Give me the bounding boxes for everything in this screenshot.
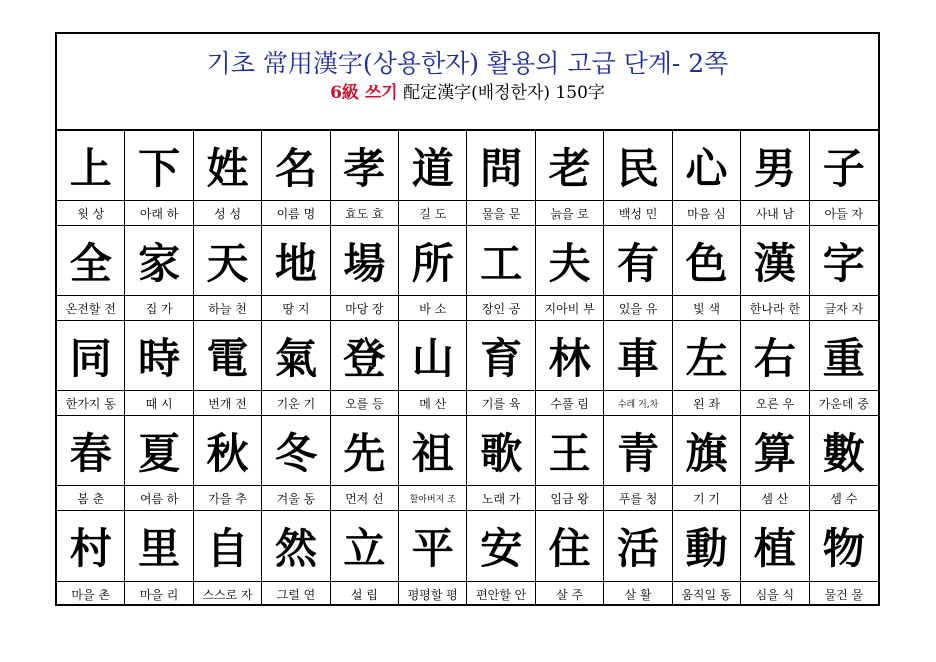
hanja-card <box>741 131 809 226</box>
hanja-card <box>262 511 330 606</box>
hanja-meaning: 기를 육 <box>481 396 521 411</box>
hanja-meaning: 마당 장 <box>345 301 384 316</box>
hanja-meaning: 메 산 <box>419 396 447 411</box>
hanja-card <box>331 416 399 511</box>
hanja-card <box>399 321 467 416</box>
hanja-meaning: 글자 자 <box>824 301 864 316</box>
hanja-card <box>467 131 535 226</box>
hanja-card <box>125 511 193 606</box>
hanja-card <box>604 226 672 321</box>
hanja-meaning: 땅 지 <box>282 301 310 316</box>
hanja-character: 里 <box>125 511 192 582</box>
header <box>57 34 878 131</box>
hanja-card <box>604 321 672 416</box>
hanja-card <box>741 226 809 321</box>
hanja-meaning: 셈 수 <box>830 491 858 506</box>
hanja-meaning: 수레 거,차 <box>617 399 659 410</box>
hanja-character: 重 <box>810 321 878 391</box>
hanja-character: 氣 <box>262 321 329 391</box>
hanja-card <box>467 226 535 321</box>
hanja-grid <box>57 131 878 606</box>
hanja-card <box>125 131 193 226</box>
hanja-meaning: 스스로 자 <box>202 587 253 602</box>
hanja-meaning: 성 성 <box>214 206 242 221</box>
hanja-meaning: 온전할 전 <box>65 301 116 316</box>
hanja-card <box>331 226 399 321</box>
hanja-character: 秋 <box>194 416 261 486</box>
hanja-character: 所 <box>399 226 466 296</box>
hanja-character: 青 <box>604 416 671 486</box>
hanja-card <box>536 226 604 321</box>
hanja-meaning: 노래 가 <box>481 491 521 506</box>
hanja-meaning: 윗 상 <box>77 206 105 221</box>
hanja-meaning: 하늘 천 <box>208 301 247 316</box>
hanja-card <box>399 131 467 226</box>
subtitle-level: 6級 쓰기 <box>330 83 398 103</box>
hanja-card <box>399 416 467 511</box>
worksheet <box>55 32 880 606</box>
hanja-meaning: 기 기 <box>692 491 720 506</box>
hanja-character: 色 <box>673 226 740 296</box>
hanja-meaning: 백성 민 <box>618 206 658 221</box>
hanja-character: 安 <box>467 511 534 582</box>
hanja-meaning: 마을 촌 <box>71 587 110 602</box>
hanja-card <box>810 416 878 511</box>
hanja-meaning: 살 활 <box>624 587 652 602</box>
hanja-meaning: 때 시 <box>145 396 173 411</box>
hanja-card <box>331 511 399 606</box>
hanja-card <box>741 511 809 606</box>
hanja-card <box>673 416 741 511</box>
hanja-character: 左 <box>673 321 740 391</box>
hanja-meaning: 마을 리 <box>139 587 179 602</box>
hanja-meaning: 장인 공 <box>481 301 521 316</box>
hanja-meaning: 한나라 한 <box>749 301 800 316</box>
hanja-character: 民 <box>604 131 671 201</box>
hanja-meaning: 효도 효 <box>345 206 384 221</box>
hanja-meaning: 오를 등 <box>345 396 384 411</box>
page-title: 기초 常用漢字(상용한자) 활용의 고급 단계- 2쪽 <box>206 49 729 78</box>
hanja-character: 車 <box>604 321 671 391</box>
hanja-meaning: 설 립 <box>350 587 378 602</box>
hanja-card <box>125 226 193 321</box>
hanja-character: 工 <box>467 226 534 296</box>
hanja-character: 有 <box>604 226 671 296</box>
hanja-character: 子 <box>810 131 878 201</box>
hanja-card <box>194 131 262 226</box>
hanja-character: 家 <box>125 226 192 296</box>
hanja-meaning: 기운 기 <box>276 396 316 411</box>
hanja-meaning: 번개 전 <box>208 396 247 411</box>
hanja-card <box>604 416 672 511</box>
hanja-card <box>810 131 878 226</box>
hanja-character: 植 <box>741 511 808 582</box>
hanja-character: 動 <box>673 511 740 582</box>
hanja-meaning: 지아비 부 <box>544 301 595 316</box>
hanja-character: 自 <box>194 511 261 582</box>
hanja-card <box>536 511 604 606</box>
hanja-character: 時 <box>125 321 192 391</box>
hanja-character: 同 <box>57 321 124 391</box>
hanja-card <box>57 416 125 511</box>
hanja-meaning: 임금 왕 <box>550 491 589 506</box>
hanja-card <box>194 416 262 511</box>
hanja-character: 住 <box>536 511 603 582</box>
hanja-card <box>467 321 535 416</box>
hanja-character: 育 <box>467 321 534 391</box>
hanja-card <box>262 416 330 511</box>
subtitle-description: 配定漢字(배정한자) 150字 <box>403 83 605 103</box>
hanja-card <box>467 416 535 511</box>
hanja-meaning: 왼 좌 <box>692 396 720 411</box>
hanja-character: 名 <box>262 131 329 201</box>
hanja-character: 林 <box>536 321 603 391</box>
hanja-card <box>536 416 604 511</box>
hanja-meaning: 빛 색 <box>692 301 720 316</box>
hanja-meaning: 여름 하 <box>139 491 179 506</box>
hanja-meaning: 그럴 연 <box>276 587 316 602</box>
hanja-meaning: 있을 유 <box>618 301 658 316</box>
hanja-card <box>536 131 604 226</box>
hanja-card <box>673 321 741 416</box>
hanja-card <box>810 511 878 606</box>
hanja-character: 孝 <box>331 131 398 201</box>
hanja-character: 道 <box>399 131 466 201</box>
hanja-meaning: 할아버지 조 <box>409 494 456 505</box>
hanja-meaning: 한가지 동 <box>65 396 116 411</box>
hanja-meaning: 물을 문 <box>481 206 521 221</box>
hanja-card <box>57 226 125 321</box>
hanja-meaning: 먼저 선 <box>345 491 384 506</box>
hanja-meaning: 바 소 <box>419 301 447 316</box>
hanja-meaning: 오른 우 <box>755 396 795 411</box>
hanja-meaning: 푸를 청 <box>618 491 658 506</box>
hanja-card <box>467 511 535 606</box>
hanja-character: 天 <box>194 226 261 296</box>
hanja-card <box>399 226 467 321</box>
hanja-character: 漢 <box>741 226 808 296</box>
hanja-card <box>194 226 262 321</box>
hanja-card <box>741 416 809 511</box>
hanja-card <box>262 226 330 321</box>
hanja-card <box>262 321 330 416</box>
hanja-character: 男 <box>741 131 808 201</box>
hanja-meaning: 셈 산 <box>761 491 789 506</box>
hanja-card <box>673 131 741 226</box>
hanja-character: 然 <box>262 511 329 582</box>
hanja-character: 電 <box>194 321 261 391</box>
hanja-character: 算 <box>741 416 808 486</box>
hanja-card <box>194 321 262 416</box>
hanja-character: 活 <box>604 511 671 582</box>
hanja-character: 先 <box>331 416 398 486</box>
hanja-meaning: 길 도 <box>419 206 447 221</box>
hanja-character: 旗 <box>673 416 740 486</box>
hanja-meaning: 심을 식 <box>755 587 795 602</box>
hanja-card <box>741 321 809 416</box>
hanja-card <box>125 321 193 416</box>
hanja-meaning: 아래 하 <box>139 206 179 221</box>
hanja-card <box>604 131 672 226</box>
hanja-card <box>331 131 399 226</box>
hanja-meaning: 집 가 <box>145 301 173 316</box>
hanja-card <box>673 511 741 606</box>
hanja-character: 字 <box>810 226 878 296</box>
hanja-meaning: 가운데 중 <box>818 396 869 411</box>
hanja-character: 平 <box>399 511 466 582</box>
hanja-card <box>810 226 878 321</box>
hanja-character: 春 <box>57 416 124 486</box>
hanja-card <box>604 511 672 606</box>
hanja-character: 冬 <box>262 416 329 486</box>
hanja-character: 登 <box>331 321 398 391</box>
hanja-character: 老 <box>536 131 603 201</box>
hanja-card <box>331 321 399 416</box>
hanja-character: 歌 <box>467 416 534 486</box>
hanja-character: 心 <box>673 131 740 201</box>
hanja-character: 夫 <box>536 226 603 296</box>
hanja-character: 立 <box>331 511 398 582</box>
hanja-card <box>125 416 193 511</box>
hanja-card <box>262 131 330 226</box>
hanja-character: 姓 <box>194 131 261 201</box>
hanja-character: 物 <box>810 511 878 582</box>
hanja-card <box>57 131 125 226</box>
page-subtitle <box>57 82 878 104</box>
hanja-character: 全 <box>57 226 124 296</box>
hanja-character: 祖 <box>399 416 466 486</box>
hanja-card <box>57 321 125 416</box>
hanja-character: 數 <box>810 416 878 486</box>
hanja-character: 上 <box>57 131 124 201</box>
hanja-meaning: 평평할 평 <box>407 587 458 602</box>
hanja-character: 問 <box>467 131 534 201</box>
hanja-meaning: 수풀 림 <box>550 396 589 411</box>
hanja-character: 夏 <box>125 416 192 486</box>
hanja-card <box>194 511 262 606</box>
hanja-meaning: 늙을 로 <box>550 206 589 221</box>
hanja-character: 地 <box>262 226 329 296</box>
hanja-meaning: 마음 심 <box>687 206 726 221</box>
hanja-card <box>673 226 741 321</box>
hanja-meaning: 겨울 동 <box>276 491 316 506</box>
hanja-meaning: 살 주 <box>556 587 584 602</box>
hanja-character: 村 <box>57 511 124 582</box>
hanja-meaning: 움직일 동 <box>681 587 732 602</box>
hanja-character: 右 <box>741 321 808 391</box>
hanja-character: 場 <box>331 226 398 296</box>
hanja-character: 王 <box>536 416 603 486</box>
hanja-card <box>536 321 604 416</box>
hanja-meaning: 가을 추 <box>208 491 247 506</box>
hanja-meaning: 편안할 안 <box>476 587 527 602</box>
hanja-character: 下 <box>125 131 192 201</box>
hanja-card <box>810 321 878 416</box>
hanja-character: 山 <box>399 321 466 391</box>
hanja-card <box>399 511 467 606</box>
hanja-meaning: 물건 물 <box>824 587 864 602</box>
hanja-meaning: 봄 춘 <box>77 491 105 506</box>
hanja-card <box>57 511 125 606</box>
hanja-meaning: 아들 자 <box>824 206 864 221</box>
hanja-meaning: 사내 남 <box>755 206 795 221</box>
hanja-meaning: 이름 명 <box>276 206 316 221</box>
